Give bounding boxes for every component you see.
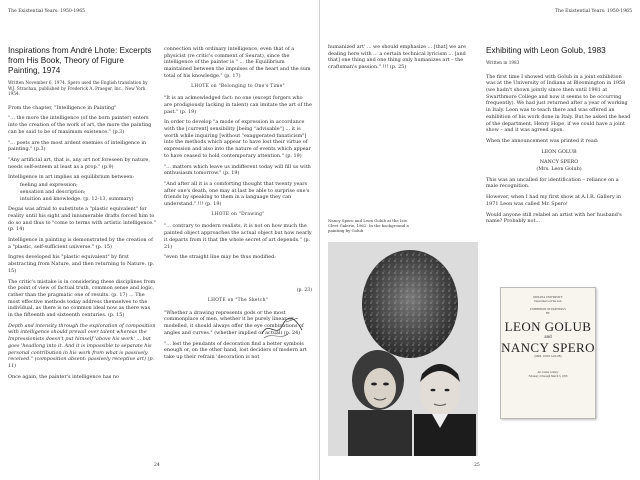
announcement-dept: Department of Fine Arts <box>534 300 562 303</box>
running-head: The Existential Years: 1950-1965 <box>554 9 632 14</box>
paragraph: "It is an acknowledged fact: no one (except forgers who are prodigiously lacking in talent) can imitate the art of the past." (p. 19) <box>164 95 312 115</box>
announcement-line: NANCY SPERO <box>539 159 579 166</box>
paragraph: "Any artificial art, that is, any art not foreseen by nature, needs self-esteem at least as a prop." (p.9) <box>8 157 150 170</box>
page-number: 25 <box>474 463 480 468</box>
subheading: LHOTE on "The Sketch" <box>207 297 269 303</box>
paragraph: humanized art' ... we should emphasize ... [that] we are dealing here with ... a certain technical lyricism ... [and that] one thing and one thing only humanizes art – the craftsman's passion." !!! (p. 25) <box>328 44 466 71</box>
paragraph: In order to develop "a mode of expression in accordance with the [current] sensibility [being "advisable"] ... it is worth while inquiring [without "exaggerated fanaticism"] into the methods which appear to have lost their virtue of expression and also into the nature of events which appear to have ceased to hold contemporary attention." (p. 19) <box>164 119 311 159</box>
right-page <box>320 0 640 480</box>
section-meta: Written November 6, 1974. Spero used the English translation by W.J. Strachan, published by Frederick A. Praeger, Inc., New York 1954. <box>8 80 148 97</box>
announcement-exhibition: EXHIBITION OF PAINTINGS <box>530 308 566 311</box>
paragraph: Ingres developed his "plastic equivalent" by first abstracting from Nature, and then returning to Nature. (p. 15) <box>8 254 155 274</box>
announcement-by: BY <box>546 312 550 315</box>
announcement-name-1: LEON GOLUB <box>504 319 592 334</box>
photo-caption: Nancy Spero and Leon Golub at the Isis Cleet Galerie, 1962. In the background a painting by Golub <box>328 218 409 234</box>
right-column-2 <box>486 46 632 229</box>
paragraph: "even the straight line may be thus modified: <box>164 254 276 261</box>
announcement-line: (Mrs. Leon Golub) <box>536 166 582 173</box>
announcement-venue: Art Center Gallery <box>537 371 559 374</box>
paragraph: "... contrary to modern realists, it is not on how much the painted object approaches the actual object but how nearly it departs from it that the whole secret of art depends." (p. 21) <box>164 223 312 250</box>
running-head: The Existential Years: 1950-1965 <box>8 9 86 14</box>
section-meta: Written in 1983 <box>486 60 520 65</box>
paragraph: "And after all it is a comforting thought that twenty years after one's death, one may at last be able to surprise one's friends by speaking to them in a language they can understand." !!! (p. 19) <box>164 180 310 208</box>
paragraph: This was an uncalled for identification – reliance on a male recognition. <box>486 176 619 190</box>
announcement-and: and <box>544 335 552 340</box>
left-column-1 <box>8 46 156 384</box>
paragraph: "Whether a drawing represents gods or the most commonplace of men, whether it be purely linear or modelled, it should always offer the eye combinations of angles and curves." (whether implied or actual) (p. 24) <box>164 309 304 336</box>
paragraph: Intelligence in art implies an equilibrium between: <box>8 174 135 181</box>
paragraph: connection with ordinary intelligence, even that of a physicist (re critic's comment of Seurat), since the intelligence of the painter is " ... the Equilibrium maintained between the impulses of the heart and the sum total of his knowledge." (p. 17) <box>164 46 311 79</box>
paragraph: From the chapter, "Intelligence in Painting" <box>8 104 117 111</box>
figure-ref: (p. 23) <box>296 288 312 294</box>
paragraph: "... lest the pendants of decoration find a better symbols enough or, on the other hand, lost deciders of modern art take up their refrain 'decoration is not <box>164 340 307 360</box>
paragraph: "... the more the intelligence (of the born painter) enters into the creation of the work of art, the more the painting can be said to be of maximum existence." (p.3) <box>8 115 152 135</box>
photo-image <box>328 242 478 456</box>
paragraph: Depth and intensity through the exploration of composition with intelligence should prevail over talent whereas the Impressionists doesn't put himself 'above his work' ... but goes 'headlong into it. And it is impossible to separate his personal contribution in his work from what is passively received." (composition absent: passively receptive art) (p. 11) <box>8 322 156 369</box>
list-item: intuition and knowledge. (p. 12-13, summary) <box>20 195 134 202</box>
paragraph: Would anyone still relabel an artist with her husband's name? Probably not... <box>486 211 622 225</box>
section-title: Exhibiting with Leon Golub, 1983 <box>486 46 606 55</box>
page-number: 24 <box>154 463 160 468</box>
paragraph: "... poets are the most ardent enemies of intelligence in painting." (p.3) <box>8 139 147 153</box>
announcement-line: LEON GOLUB <box>541 148 577 155</box>
paragraph: "... matters which leave us indifferent today will fill us with enthusiasm tomorrow." (p. 19) <box>164 163 311 177</box>
artists-photo <box>328 242 478 456</box>
paragraph: The first time I showed with Golub in a joint exhibition was at the University of Indiana at Bloomington in 1958 (we hadn't shown jointly since then until 1981 at Swarthmore College and now it seems to be occurring frequently). We had just returned after a year of working in Italy. Leon was to teach there and was offered an exhibition of his work done in Italy. But he asked the head of the department, Henry Hope, if we could have a joint show – and it was agreed upon. <box>486 73 631 134</box>
list-item: sensation and description; <box>20 188 86 195</box>
announcement-org: INDIANA UNIVERSITY <box>533 296 563 299</box>
paragraph: Intelligence in painting is demonstrated by the creation of a "plastic, self-sufficient universe." (p. 15) <box>8 237 153 250</box>
paragraph: However, when I had my first show at A.I.R. Gallery in 1971 Leon was called Mr. Spero! <box>486 194 621 207</box>
announcement-name-2: NANCY SPERO <box>501 340 595 355</box>
exhibition-announcement-card <box>500 287 596 419</box>
subheading: LHOTE on "Belonging to One's Time" <box>191 83 285 89</box>
subheading: LHOTE on "Drawing" <box>211 211 265 217</box>
announcement-dates: February 2 through March 3, 1958 <box>528 375 568 378</box>
paragraph: Once again, the painter's intelligence has no <box>8 373 119 380</box>
list-item: feeling and expression; <box>20 182 78 189</box>
section-title: Inspirations from André Lhote: Excerpts from His Book, Theory of Figure Painting, 1974 <box>8 46 152 75</box>
sketch-area <box>164 265 312 295</box>
announcement-name-2-sub: (MRS. LEON GOLUB) <box>534 355 562 358</box>
line-sketch-figure <box>258 312 308 342</box>
paragraph: When the announcement was printed it read: <box>486 137 599 144</box>
right-column-1 <box>328 44 474 75</box>
paragraph: The critic's mistake is in considering these disciplines from the point of view of factual truth, common sense and logic, rather than the pragmatic one of results. (p. 17) ... The most effective methods today address themselves to the individual, as there is no common ideal now as there was in the fifteenth and sixteenth centuries. (p. 15) <box>8 278 156 319</box>
paragraph: Degas was afraid to substitute a "plastic equivalent" for reality until his sight and innumerable drafts forced him to do so and thus to "come to terms with artistic intelligence." (p. 14) <box>8 206 156 233</box>
